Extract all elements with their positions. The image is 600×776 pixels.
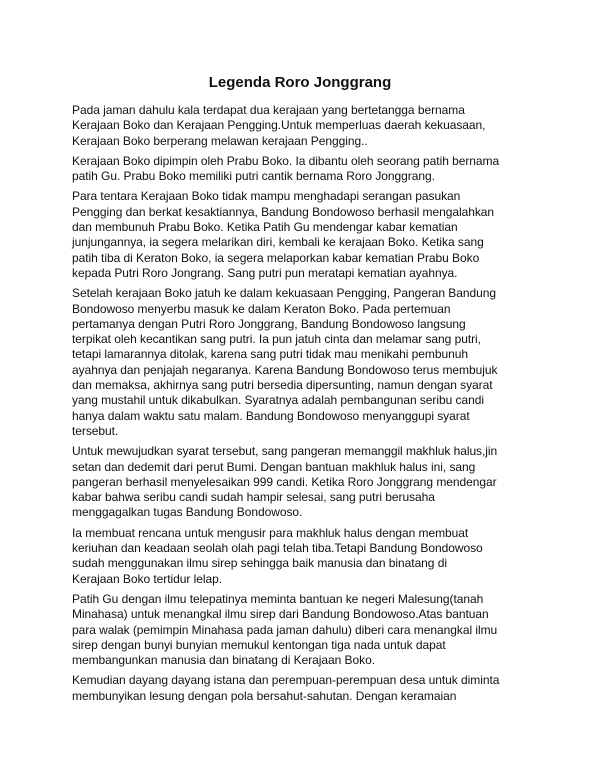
text-line: Setelah kerajaan Boko jatuh ke dalam kekuasaan Pengging, Pangeran Bandung <box>72 286 496 301</box>
text-line: pangeran berhasil menyelesaikan 999 candi. Ketika Roro Jonggrang mendengar <box>72 474 497 489</box>
text-line: dan membunuh Prabu Boko. Ketika Patih Gu mendengar kabar kematian <box>72 220 458 235</box>
text-line: hanya dalam waktu satu malam. Bandung Bondowoso menyanggupi syarat <box>72 408 470 423</box>
paragraph <box>72 444 534 520</box>
text-line: setan dan dedemit dari perut Bumi. Dengan bantuan makhluk halus ini, sang <box>72 459 476 474</box>
text-line: Pada jaman dahulu kala terdapat dua kerajaan yang bertetangga bernama <box>72 103 465 117</box>
text-line: Untuk mewujudkan syarat tersebut, sang pangeran memanggil makhluk halus,jin <box>72 444 498 459</box>
text-line: tetapi lamarannya ditolak, karena sang putri tidak mau menikahi pembunuh <box>72 347 468 362</box>
paragraph <box>72 189 534 281</box>
text-line: patih tiba di Keraton Boko, ia segera melaporkan kabar kematian Prabu Boko <box>72 250 480 265</box>
text-line: Kerajaan Boko dan Kerajaan Pengging.Untuk memperluas daerah kekuasaan, <box>72 118 486 133</box>
text-line: junjungannya, ia segera melarikan diri, kembali ke kerajaan Boko. Ketika sang <box>72 235 484 250</box>
text-line: Bondowoso menyerbu masuk ke dalam Keraton Boko. Pada pertemuan <box>72 301 451 316</box>
text-line: Kerajaan Boko dipimpin oleh Prabu Boko. Ia dibantu oleh seorang patih bernama <box>72 153 500 168</box>
text-line: menggagalkan tugas Bandung Bondowoso. <box>72 505 303 520</box>
text-line: yang mustahil untuk dikabulkan. Syaratnya adalah pembangunan seribu candi <box>72 393 484 408</box>
document-title: Legenda Roro Jonggrang <box>208 74 392 91</box>
text-line: membunyikan lesung dengan pola bersahut-sahutan. Dengan keramaian <box>72 688 457 703</box>
text-line: keriuhan dan keadaan seolah olah pagi telah tiba.Tetapi Bandung Bondowoso <box>72 541 483 556</box>
text-line: Kerajaan Boko berperang melawan kerajaan Pengging.. <box>72 133 368 148</box>
text-line: Kemudian dayang dayang istana dan perempuan-perempuan desa untuk diminta <box>72 673 500 688</box>
paragraph <box>72 103 534 149</box>
text-line: tersebut. <box>72 423 119 438</box>
text-line: Ia membuat rencana untuk mengusir para makhluk halus dengan membuat <box>72 525 469 540</box>
text-line: sirep dengan bunyi bunyian memukul kentongan tiga nada untuk dapat <box>72 637 446 652</box>
text-line: kepada Putri Roro Jongrang. Sang putri pun meratapi kematian ayahnya. <box>72 265 458 280</box>
paragraph <box>72 592 534 668</box>
text-line: membangunkan manusia dan binatang di Kerajaan Boko. <box>72 653 375 668</box>
text-line: dan memaksa, akhirnya sang putri bersedia dipersunting, namun dengan syarat <box>72 378 493 393</box>
text-line: terpikat oleh kecantikan sang putri. Ia pun jatuh cinta dan melamar sang putri, <box>72 332 481 347</box>
paragraph <box>72 526 534 587</box>
text-line: para walak (pemimpin Minahasa pada jaman dahulu) diberi cara menangkal ilmu <box>72 622 498 637</box>
text-line: Kerajaan Boko tertidur lelap. <box>72 571 222 586</box>
paragraph <box>72 286 534 439</box>
text-line: pertamanya dengan Putri Roro Jonggrang, Bandung Bondowoso langsung <box>72 316 466 331</box>
document-body <box>72 103 534 709</box>
text-line: ayahnya dan penjajah negaranya. Karena Bandung Bondowoso terus membujuk <box>72 362 498 377</box>
paragraph <box>72 673 534 704</box>
text-line: Minahasa) untuk menangkal ilmu sirep dari Bandung Bondowoso.Atas bantuan <box>72 607 489 622</box>
text-line: Patih Gu dengan ilmu telepatinya meminta bantuan ke negeri Malesung(tanah <box>72 591 484 606</box>
text-line: kabar bahwa seribu candi sudah hampir selesai, sang putri berusaha <box>72 490 435 505</box>
paragraph <box>72 154 534 185</box>
text-line: Para tentara Kerajaan Boko tidak mampu menghadapi serangan pasukan <box>72 189 461 204</box>
text-line: patih Gu. Prabu Boko memiliki putri cantik bernama Roro Jonggrang. <box>72 169 435 184</box>
text-line: Pengging dan berkat kesaktiannya, Bandung Bondowoso berhasil mengalahkan <box>72 204 495 219</box>
text-line: sudah menggunakan ilmu sirep sehingga baik manusia dan binatang di <box>72 556 447 571</box>
